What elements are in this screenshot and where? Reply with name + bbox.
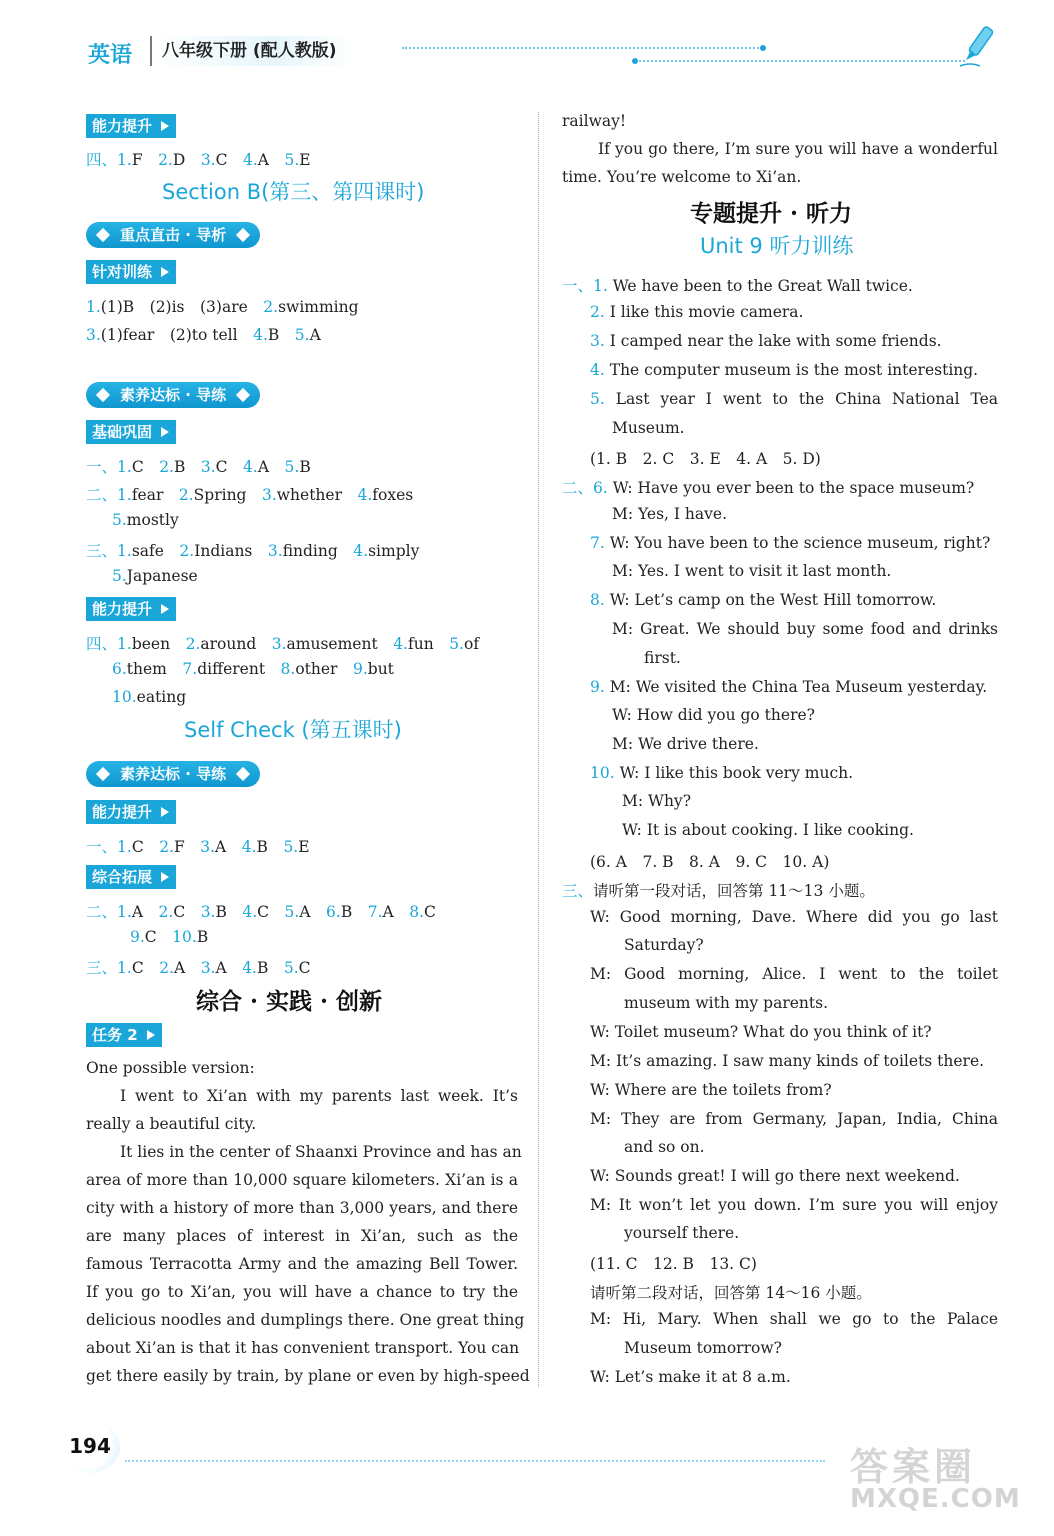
question-number: 5. [449, 635, 464, 653]
question-number: 9. [352, 660, 368, 678]
question-number: 8. [409, 903, 425, 921]
watermark-logo [850, 1445, 1021, 1514]
answer-text: C [215, 151, 228, 169]
question-number: 3. [200, 151, 216, 169]
transcript-line [590, 361, 978, 379]
essay-line: really a beautiful city. [86, 1115, 257, 1133]
answer-text: C [298, 959, 311, 977]
transcript-text: M: Good morning, Alice. I went to the toilet [590, 965, 998, 983]
answer-text: B [196, 928, 209, 946]
question-number: 2. [590, 303, 605, 321]
question-group-label: 四、 [86, 635, 118, 653]
answer-line [112, 511, 179, 529]
answer-text: A [309, 326, 321, 344]
pill-heading: 素养达标 · 导练 [86, 382, 260, 408]
question-number: 2. [158, 151, 173, 169]
transcript-line [624, 1339, 782, 1357]
transcript-line [612, 620, 998, 638]
transcript-text: W: Good morning, Dave. Where did you go last [590, 908, 998, 926]
essay-line: time. You’re welcome to Xi’an. [562, 168, 802, 186]
question-group-label: 三、 [86, 542, 118, 560]
question-number: 3. [200, 838, 216, 856]
transcript-line [590, 1368, 791, 1386]
transcript-line [590, 1196, 998, 1214]
transcript-line [622, 792, 691, 810]
answer-line [86, 295, 359, 317]
question-number: 5. [590, 390, 605, 408]
header-dot [760, 45, 766, 51]
answer-text: B [215, 903, 227, 921]
tag-extend: 综合拓展 [86, 865, 176, 889]
answer-line [86, 483, 413, 505]
answer-text: (1)B (2)is (3)are [100, 298, 248, 316]
transcript-text: Museum. [612, 419, 685, 437]
answer-text: B [267, 326, 280, 344]
transcript-line [590, 1252, 757, 1274]
transcript-line [644, 649, 681, 667]
transcript-text: M: They are from Germany, Japan, India, China [590, 1110, 998, 1128]
answer-text: of [463, 635, 480, 653]
answer-text: E [298, 838, 310, 856]
transcript-text: The computer museum is the most interesting. [609, 361, 979, 379]
question-number: 2. [159, 838, 174, 856]
subject-label: 英语 [88, 43, 133, 68]
question-number: 1. [117, 486, 132, 504]
transcript-line [590, 1110, 998, 1128]
question-group-label: 二、 [86, 486, 118, 504]
answer-line [130, 928, 208, 946]
answer-text: C [131, 838, 144, 856]
transcript-text: W: I like this book very much. [619, 764, 854, 782]
page-number: 194 [69, 1434, 111, 1458]
essay-line: If you go there, I’m sure you will have a wonderful [598, 140, 998, 158]
question-number: 9. [590, 678, 605, 696]
answer-text: them [126, 660, 167, 678]
book-title: 八年级下册 (配人教版) [150, 36, 354, 66]
essay-line: delicious noodles and dumplings there. One great thing [86, 1311, 525, 1329]
question-number: 5. [284, 903, 300, 921]
question-number: 3. [200, 458, 216, 476]
answer-text: C [131, 959, 144, 977]
answer-text: A [382, 903, 394, 921]
answer-text: swimming [278, 298, 359, 316]
transcript-text: (6. A 7. B 8. A 9. C 10. A) [590, 853, 830, 871]
transcript-line [590, 1167, 960, 1185]
transcript-text: M: It won’t let you down. I’m sure you will enjoy [590, 1196, 998, 1214]
question-number: 3. [267, 542, 283, 560]
question-number: 3. [261, 486, 277, 504]
answer-line [112, 688, 186, 706]
question-number: 9. [130, 928, 145, 946]
question-group-label: 一、 [562, 277, 594, 295]
question-group-label: 三、 [562, 882, 594, 900]
answer-text: B [340, 903, 353, 921]
answer-text: C [424, 903, 436, 921]
question-number: 1. [593, 277, 608, 295]
answer-text: A [257, 151, 269, 169]
question-number: 4. [357, 486, 373, 504]
question-number: 2. [159, 959, 174, 977]
answer-text: F [131, 151, 143, 169]
transcript-text: We have been to the Great Wall twice. [612, 277, 913, 295]
question-number: 10. [172, 928, 197, 946]
transcript-line [590, 332, 942, 350]
section-title: 专题提升 · 听力 [690, 200, 853, 227]
transcript-line [590, 678, 987, 696]
question-group-label: 一、 [86, 838, 118, 856]
answer-text: different [197, 660, 266, 678]
watermark-text: 答案圈 [850, 1445, 977, 1489]
transcript-text: I like this movie camera. [609, 303, 804, 321]
column-divider [538, 112, 539, 1387]
answer-text: fear [131, 486, 164, 504]
answer-text: A [257, 458, 270, 476]
essay-line: about Xi’an is that it has convenient transport. You can [86, 1339, 520, 1357]
essay-line: One possible version: [86, 1059, 255, 1077]
question-number: 1. [86, 298, 101, 316]
question-number: 4. [253, 326, 268, 344]
answer-line [86, 632, 479, 654]
question-group-label: 三、 [86, 959, 118, 977]
question-number: 2. [179, 542, 195, 560]
answer-text: A [215, 959, 227, 977]
transcript-text: W: Toilet museum? What do you think of it? [590, 1023, 932, 1041]
answer-line [112, 660, 394, 678]
transcript-text: Museum tomorrow? [624, 1339, 782, 1357]
transcript-line [590, 390, 998, 408]
transcript-text: M: Yes. I went to visit it last month. [612, 562, 892, 580]
question-number: 1. [117, 903, 132, 921]
answer-line [86, 455, 311, 477]
transcript-text: W: You have been to the science museum, right? [609, 534, 991, 552]
transcript-line [612, 706, 815, 724]
transcript-text: (1. B 2. C 3. E 4. A 5. D) [590, 450, 821, 468]
answer-text: but [367, 660, 394, 678]
transcript-text: W: Sounds great! I will go there next weekend. [590, 1167, 960, 1185]
answer-text: Japanese [126, 567, 198, 585]
answer-text: A [173, 959, 186, 977]
answer-text: C [131, 458, 144, 476]
transcript-line [590, 1023, 932, 1041]
pen-icon [958, 22, 1002, 70]
question-number: 5. [283, 838, 299, 856]
question-number: 2. [263, 298, 279, 316]
transcript-text: and so on. [624, 1138, 705, 1156]
section-title: 综合 · 实践 · 创新 [196, 988, 383, 1015]
question-number: 3. [200, 903, 216, 921]
answer-text: F [173, 838, 185, 856]
transcript-text: Saturday? [624, 936, 704, 954]
transcript-text: 请听第一段对话，回答第 11～13 小题。 [593, 882, 875, 900]
transcript-line [622, 821, 914, 839]
answer-text: B [173, 458, 186, 476]
essay-line: city with a history of more than 3,000 years, and there [86, 1199, 518, 1217]
tag-task: 任务 2 [86, 1023, 162, 1047]
question-number: 4. [243, 458, 258, 476]
transcript-text: W: Have you ever been to the space museum? [612, 479, 975, 497]
answer-text: safe [131, 542, 164, 560]
answer-line [86, 323, 321, 345]
question-number: 8. [590, 591, 605, 609]
question-group-label: 一、 [86, 458, 118, 476]
question-number: 5. [283, 959, 299, 977]
transcript-text: W: Let’s make it at 8 a.m. [590, 1368, 791, 1386]
tag-ability: 能力提升 [86, 114, 176, 138]
question-group-label: 四、 [86, 151, 118, 169]
unit-title: Unit 9 听力训练 [700, 234, 854, 258]
watermark-url: MXQE.COM [850, 1484, 1021, 1514]
answer-text: been [131, 635, 171, 653]
answer-text: C [257, 903, 270, 921]
question-number: 7. [367, 903, 383, 921]
question-group-label: 二、 [562, 479, 594, 497]
answer-text: C [215, 458, 228, 476]
answer-text: B [299, 458, 311, 476]
transcript-line [624, 936, 704, 954]
question-number: 1. [117, 959, 132, 977]
question-number: 3. [200, 959, 216, 977]
answer-text: other [295, 660, 338, 678]
answer-text: simply [368, 542, 420, 560]
question-number: 4. [393, 635, 408, 653]
question-number: 5. [112, 511, 127, 529]
answer-text: around [200, 635, 257, 653]
transcript-line [590, 1281, 872, 1303]
tag-basic: 基础巩固 [86, 420, 176, 444]
transcript-line [590, 908, 998, 926]
header-divider [635, 60, 965, 62]
question-number: 10. [112, 688, 137, 706]
question-number: 1. [117, 635, 132, 653]
transcript-text: W: It is about cooking. I like cooking. [622, 821, 914, 839]
essay-line: famous Terracotta Army and the amazing Bell Tower. [86, 1255, 518, 1273]
transcript-line [590, 303, 803, 321]
transcript-line [612, 735, 759, 753]
answer-line [86, 900, 436, 922]
question-number: 7. [590, 534, 605, 552]
answer-text: A [215, 838, 227, 856]
question-number: 4. [242, 959, 257, 977]
transcript-text: M: We drive there. [612, 735, 759, 753]
transcript-line [590, 1081, 832, 1099]
answer-text: amusement [286, 635, 378, 653]
transcript-line [612, 562, 891, 580]
question-number: 1. [117, 838, 132, 856]
section-title: Self Check (第五课时) [184, 718, 402, 742]
transcript-line [624, 1138, 705, 1156]
answer-text: E [299, 151, 311, 169]
answer-text: B [256, 959, 269, 977]
answer-text: whether [276, 486, 342, 504]
tag-ability: 能力提升 [86, 597, 176, 621]
pill-heading: 素养达标 · 导练 [86, 761, 260, 787]
transcript-text: I camped near the lake with some friends. [609, 332, 942, 350]
answer-text: A [131, 903, 144, 921]
transcript-line [590, 591, 936, 609]
essay-line: area of more than 10,000 square kilometers. Xi’an is a [86, 1171, 518, 1189]
question-number: 5. [294, 326, 310, 344]
section-title: Section B(第三、第四课时) [162, 180, 425, 204]
transcript-line [562, 879, 875, 901]
transcript-line [590, 1310, 998, 1328]
transcript-text: M: It’s amazing. I saw many kinds of toilets there. [590, 1052, 985, 1070]
question-number: 4. [353, 542, 369, 560]
essay-line: railway! [562, 112, 627, 130]
transcript-text: M: Why? [622, 792, 692, 810]
answer-text: fun [407, 635, 434, 653]
transcript-text: W: Let’s camp on the West Hill tomorrow. [609, 591, 937, 609]
question-number: 2. [185, 635, 201, 653]
transcript-text: W: How did you go there? [612, 706, 815, 724]
transcript-line [562, 476, 974, 498]
question-number: 4. [242, 903, 258, 921]
question-number: 3. [86, 326, 101, 344]
transcript-text: yourself there. [624, 1224, 740, 1242]
question-number: 2. [158, 903, 174, 921]
footer-divider [125, 1460, 825, 1462]
answer-line [86, 539, 419, 561]
essay-line: are many places of interest in Xi’an, such as the [86, 1227, 518, 1245]
essay-line: It lies in the center of Shaanxi Province and has an [120, 1143, 522, 1161]
answer-text: A [299, 903, 311, 921]
answer-text: eating [136, 688, 187, 706]
answer-line [86, 148, 311, 170]
transcript-line [562, 274, 913, 296]
transcript-line [590, 534, 990, 552]
pill-heading: 重点直击 · 导析 [86, 222, 260, 248]
question-number: 3. [590, 332, 605, 350]
tag-ability: 能力提升 [86, 800, 176, 824]
header-dot [632, 58, 638, 64]
question-number: 2. [159, 458, 174, 476]
question-group-label: 二、 [86, 903, 118, 921]
transcript-text: M: Great. We should buy some food and drinks [612, 620, 998, 638]
question-number: 6. [593, 479, 608, 497]
transcript-line [612, 505, 727, 523]
essay-line: If you go to Xi’an, you will have a chance to try the [86, 1283, 518, 1301]
question-number: 5. [284, 151, 300, 169]
answer-text: C [173, 903, 186, 921]
question-number: 6. [112, 660, 127, 678]
transcript-line [590, 447, 821, 469]
transcript-text: M: Yes, I have. [612, 505, 728, 523]
question-number: 1. [117, 151, 132, 169]
answer-text: C [144, 928, 157, 946]
question-number: 10. [590, 764, 615, 782]
question-number: 8. [280, 660, 296, 678]
essay-line: I went to Xi’an with my parents last week. It’s [120, 1087, 518, 1105]
answer-line [86, 835, 310, 857]
answer-line [112, 567, 198, 585]
tag-target: 针对训练 [86, 260, 176, 284]
transcript-text: 请听第二段对话，回答第 14～16 小题。 [590, 1284, 872, 1302]
answer-text: finding [282, 542, 338, 560]
question-number: 5. [112, 567, 127, 585]
question-number: 6. [326, 903, 341, 921]
transcript-line [612, 419, 685, 437]
answer-text: B [256, 838, 268, 856]
header-divider [402, 47, 762, 49]
transcript-line [590, 1052, 984, 1070]
transcript-line [624, 1224, 739, 1242]
answer-text: Indians [194, 542, 253, 560]
question-number: 1. [117, 542, 132, 560]
transcript-line [624, 994, 828, 1012]
essay-line: get there easily by train, by plane or even by high-speed [86, 1367, 530, 1385]
transcript-text: M: Hi, Mary. When shall we go to the Palace [590, 1310, 998, 1328]
question-number: 4. [242, 151, 258, 169]
question-number: 1. [117, 458, 132, 476]
answer-text: foxes [372, 486, 414, 504]
question-number: 5. [284, 458, 300, 476]
transcript-text: Last year I went to the China National Tea [615, 390, 998, 408]
transcript-line [590, 850, 829, 872]
answer-text: (1)fear (2)to tell [100, 326, 238, 344]
transcript-text: M: We visited the China Tea Museum yesterday. [609, 678, 988, 696]
transcript-text: museum with my parents. [624, 994, 828, 1012]
question-number: 7. [182, 660, 198, 678]
answer-text: mostly [126, 511, 179, 529]
answer-text: Spring [193, 486, 247, 504]
question-number: 4. [241, 838, 257, 856]
transcript-text: (11. C 12. B 13. C) [590, 1255, 757, 1273]
question-number: 4. [590, 361, 605, 379]
transcript-text: W: Where are the toilets from? [590, 1081, 832, 1099]
transcript-line [590, 764, 853, 782]
answer-text: D [172, 151, 186, 169]
question-number: 3. [271, 635, 287, 653]
transcript-line [590, 965, 998, 983]
question-number: 2. [178, 486, 194, 504]
answer-line [86, 956, 311, 978]
transcript-text: first. [644, 649, 681, 667]
